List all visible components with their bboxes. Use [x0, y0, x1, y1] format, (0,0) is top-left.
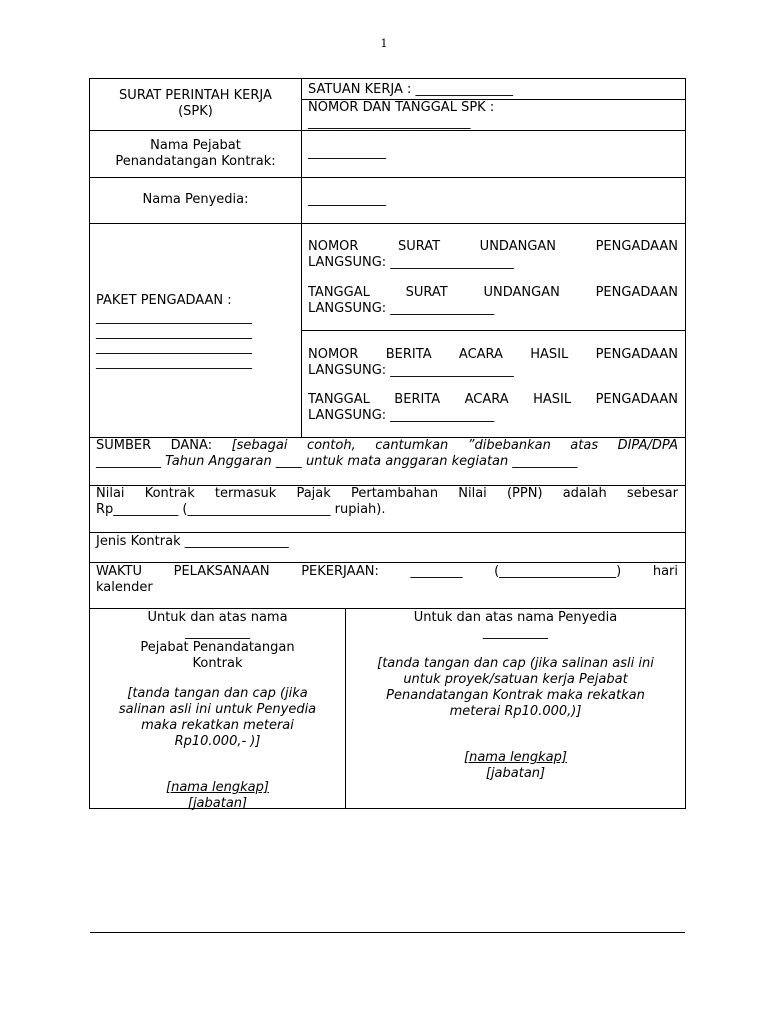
nomor-surat-undangan: NOMOR SURAT UNDANGAN PENGADAAN LANGSUNG: ___________________	[308, 239, 678, 270]
row-divider	[89, 223, 686, 224]
row-divider	[89, 532, 686, 533]
penyedia-value: ____________	[308, 192, 386, 207]
tanggal-surat-undangan: TANGGAL SURAT UNDANGAN PENGADAAN LANGSUNG: ________________	[308, 285, 678, 316]
row-divider	[89, 608, 686, 609]
row-divider	[89, 562, 686, 563]
row-divider	[89, 177, 686, 178]
sign-right-name: [nama lengkap]	[464, 750, 567, 765]
sign-right: Untuk dan atas nama Penyedia __________ [tanda tangan dan cap (jika salinan asli ini untuk proyek/satuan kerja Pejabat Penandatangan Kontrak maka rekatkan meterai Rp10.000,)] [nama lengkap] [jabatan]	[346, 610, 685, 782]
sign-right-position: [jabatan]	[485, 766, 546, 781]
waktu-pelaksanaan: WAKTU PELAKSANAAN PEKERJAAN: ________ (__________________) hari kalender	[96, 564, 678, 595]
cell-divider	[301, 330, 686, 331]
jenis-kontrak: Jenis Kontrak ________________	[96, 534, 289, 549]
tanggal-berita-acara: TANGGAL BERITA ACARA HASIL PENGADAAN LANGSUNG: ________________	[308, 392, 678, 423]
sign-left: Untuk dan atas nama __________ Pejabat Penandatangan Kontrak [tanda tangan dan cap (jika salinan asli ini untuk Penyedia maka rekatkan meterai Rp10.000,- )] [nama lengkap] [jabatan]	[90, 610, 345, 812]
pejabat-value: ____________	[308, 145, 386, 160]
nomor-berita-acara: NOMOR BERITA ACARA HASIL PENGADAAN LANGSUNG: ___________________	[308, 347, 678, 378]
spk-title: SURAT PERINTAH KERJA (SPK)	[119, 88, 272, 119]
nilai-kontrak: Nilai Kontrak termasuk Pajak Pertambahan Nilai (PPN) adalah sebesar Rp__________ (______________________ rupiah).	[96, 486, 678, 517]
sign-left-name: [nama lengkap]	[166, 780, 269, 795]
nomor-tanggal-spk-label: NOMOR DAN TANGGAL SPK :	[308, 100, 495, 115]
sign-left-position: [jabatan]	[187, 796, 248, 811]
pejabat-label: Nama Pejabat Penandatangan Kontrak:	[115, 138, 276, 169]
footer-rule	[90, 932, 685, 933]
paket-label: PAKET PENGADAAN :	[96, 293, 232, 308]
column-divider	[301, 78, 302, 437]
page-number: 1	[380, 37, 388, 50]
sumber-dana: SUMBER DANA: [sebagai contoh, cantumkan ”dibebankan atas DIPA/DPA __________ Tahun Anggaran ____ untuk mata anggaran kegiatan __________	[96, 438, 678, 469]
satuan-kerja-field: SATUAN KERJA : _______________	[308, 82, 513, 97]
nomor-tanggal-spk-blank: _________________________	[308, 115, 471, 130]
paket-blank-lines: ________________________ ________________________ ________________________ ________________________	[96, 310, 252, 370]
penyedia-label: Nama Penyedia:	[142, 192, 249, 207]
